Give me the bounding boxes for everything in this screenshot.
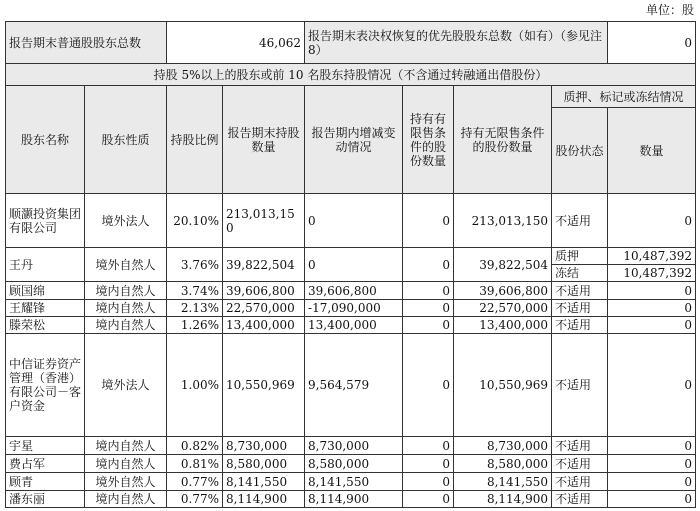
holder-name: 王耀锋	[6, 300, 85, 317]
pledge-status: 冻结	[552, 265, 608, 282]
unrestricted-shares: 8,730,000	[454, 437, 552, 455]
holder-name: 费占军	[6, 455, 85, 473]
shareholder-table	[5, 21, 696, 508]
header-nature: 股东性质	[85, 86, 167, 194]
restricted-shares: 0	[403, 491, 454, 508]
header-name: 股东名称	[6, 86, 85, 194]
holder-nature: 境内自然人	[85, 455, 167, 473]
pledge-status: 不适用	[552, 194, 608, 248]
unrestricted-shares: 8,114,900	[454, 491, 552, 508]
unrestricted-shares: 22,570,000	[454, 300, 552, 317]
holding-change: -17,090,000	[305, 300, 403, 317]
holder-nature: 境内自然人	[85, 300, 167, 317]
holding-change: 8,730,000	[305, 437, 403, 455]
pledge-count: 0	[608, 194, 696, 248]
holder-nature: 境外法人	[85, 334, 167, 437]
pledge-count: 0	[608, 455, 696, 473]
table-row	[6, 437, 696, 455]
pledge-status: 不适用	[552, 317, 608, 334]
restricted-shares: 0	[403, 334, 454, 437]
unrestricted-shares: 8,141,550	[454, 473, 552, 491]
table-row	[6, 491, 696, 508]
holding-quantity: 13,400,000	[223, 317, 305, 334]
pledge-status: 质押	[552, 248, 608, 265]
pledge-count: 0	[608, 473, 696, 491]
unrestricted-shares: 8,580,000	[454, 455, 552, 473]
common-holders-label: 报告期末普通股股东总数	[6, 22, 167, 64]
header-unrestricted: 持有无限售条件的股份数量	[454, 86, 552, 194]
pledge-count: 0	[608, 437, 696, 455]
common-holders-value: 46,062	[167, 22, 305, 64]
holding-quantity: 22,570,000	[223, 300, 305, 317]
pledge-count: 10,487,392	[608, 265, 696, 282]
holder-name: 滕荣松	[6, 317, 85, 334]
holder-name: 潘东丽	[6, 491, 85, 508]
header-pledge-group: 质押、标记或冻结情况	[552, 86, 696, 108]
holding-quantity: 8,730,000	[223, 437, 305, 455]
table-row	[6, 300, 696, 317]
holder-nature: 境内自然人	[85, 437, 167, 455]
restricted-shares: 0	[403, 437, 454, 455]
pledge-count: 10,487,392	[608, 248, 696, 265]
table-row	[6, 455, 696, 473]
pledge-status: 不适用	[552, 491, 608, 508]
restricted-shares: 0	[403, 455, 454, 473]
pledge-status: 不适用	[552, 455, 608, 473]
holding-ratio: 1.00%	[167, 334, 223, 437]
restricted-shares: 0	[403, 473, 454, 491]
unrestricted-shares: 213,013,150	[454, 194, 552, 248]
preferred-holders-value: 0	[608, 22, 696, 64]
pledge-count: 0	[608, 491, 696, 508]
holding-ratio: 0.81%	[167, 455, 223, 473]
table-row	[6, 248, 696, 265]
holding-ratio: 20.10%	[167, 194, 223, 248]
holding-ratio: 3.76%	[167, 248, 223, 282]
holder-name: 顾青	[6, 473, 85, 491]
unrestricted-shares: 39,822,504	[454, 248, 552, 282]
table-row	[6, 194, 696, 248]
table-row	[6, 317, 696, 334]
holding-change: 13,400,000	[305, 317, 403, 334]
holding-quantity: 39,822,504	[223, 248, 305, 282]
holding-change: 39,606,800	[305, 282, 403, 300]
holding-change: 0	[305, 194, 403, 248]
holder-nature: 境外自然人	[85, 473, 167, 491]
holding-change: 0	[305, 248, 403, 282]
restricted-shares: 0	[403, 194, 454, 248]
pledge-status: 不适用	[552, 473, 608, 491]
section-title: 持股 5%以上的股东或前 10 名股东持股情况（不含通过转融通出借股份）	[6, 64, 696, 86]
holder-name: 中信证券资产管理（香港）有限公司－客户资金	[6, 334, 85, 437]
header-pledge-status: 股份状态	[552, 108, 608, 194]
unrestricted-shares: 39,606,800	[454, 282, 552, 300]
holder-nature: 境内自然人	[85, 491, 167, 508]
holding-ratio: 2.13%	[167, 300, 223, 317]
holding-ratio: 0.77%	[167, 491, 223, 508]
pledge-status: 不适用	[552, 437, 608, 455]
holder-nature: 境内自然人	[85, 317, 167, 334]
holder-name: 顺灏投资集团有限公司	[6, 194, 85, 248]
holding-quantity: 213,013,150	[223, 194, 305, 248]
table-row	[6, 473, 696, 491]
holding-quantity: 8,580,000	[223, 455, 305, 473]
holder-name: 宇星	[6, 437, 85, 455]
table-row	[6, 282, 696, 300]
pledge-status: 不适用	[552, 334, 608, 437]
pledge-count: 0	[608, 300, 696, 317]
holding-ratio: 3.74%	[167, 282, 223, 300]
holding-change: 8,114,900	[305, 491, 403, 508]
pledge-status: 不适用	[552, 282, 608, 300]
restricted-shares: 0	[403, 300, 454, 317]
header-ratio: 持股比例	[167, 86, 223, 194]
holder-name: 王丹	[6, 248, 85, 282]
header-restricted: 持有有限售条件的股份数量	[403, 86, 454, 194]
holding-ratio: 0.82%	[167, 437, 223, 455]
unrestricted-shares: 13,400,000	[454, 317, 552, 334]
holding-quantity: 39,606,800	[223, 282, 305, 300]
header-change: 报告期内增减变动情况	[305, 86, 403, 194]
header-quantity: 报告期末持股数量	[223, 86, 305, 194]
table-row	[6, 334, 696, 437]
restricted-shares: 0	[403, 317, 454, 334]
holding-quantity: 8,114,900	[223, 491, 305, 508]
holder-nature: 境外自然人	[85, 248, 167, 282]
restricted-shares: 0	[403, 248, 454, 282]
header-pledge-count: 数量	[608, 108, 696, 194]
pledge-count: 0	[608, 317, 696, 334]
preferred-holders-label: 报告期末表决权恢复的优先股股东总数（如有）（参见注 8）	[305, 22, 608, 64]
restricted-shares: 0	[403, 282, 454, 300]
unrestricted-shares: 10,550,969	[454, 334, 552, 437]
pledge-count: 0	[608, 282, 696, 300]
holding-ratio: 0.77%	[167, 473, 223, 491]
holder-name: 顾国绵	[6, 282, 85, 300]
holder-nature: 境外法人	[85, 194, 167, 248]
holding-change: 8,141,550	[305, 473, 403, 491]
holding-quantity: 10,550,969	[223, 334, 305, 437]
holder-nature: 境内自然人	[85, 282, 167, 300]
holding-change: 8,580,000	[305, 455, 403, 473]
holding-change: 9,564,579	[305, 334, 403, 437]
holding-quantity: 8,141,550	[223, 473, 305, 491]
pledge-status: 不适用	[552, 300, 608, 317]
pledge-count: 0	[608, 334, 696, 437]
holding-ratio: 1.26%	[167, 317, 223, 334]
unit-label: 单位：股	[645, 3, 694, 17]
